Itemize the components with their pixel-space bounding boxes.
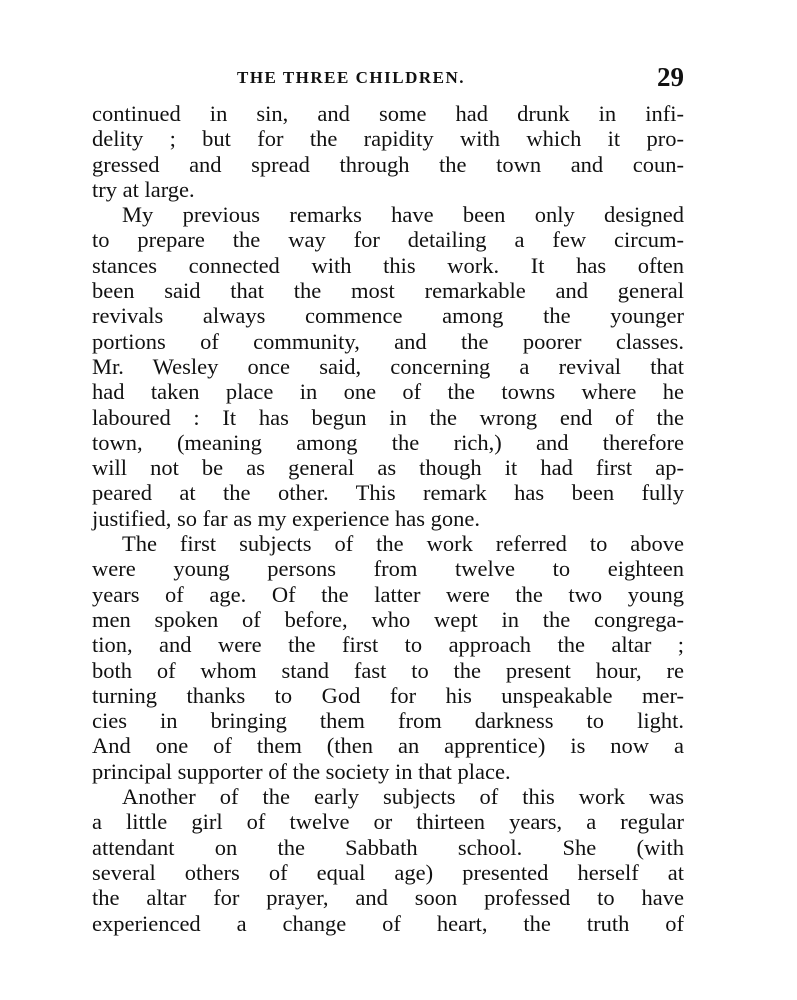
text-line: try at large. (92, 176, 195, 202)
text-line: stances connected with this work. It has often (92, 252, 684, 278)
text-line: the altar for prayer, and soon professed to have (92, 885, 684, 911)
text-line: The first subjects of the work referred to above (122, 531, 684, 557)
text-line: portions of community, and the poorer classes. (92, 328, 684, 354)
text-line: cies in bringing them from darkness to light. (92, 708, 684, 734)
text-line: delity ; but for the rapidity with which it pro- (92, 126, 684, 152)
text-line: Mr. Wesley once said, concerning a revival that (92, 353, 684, 379)
text-line: tion, and were the first to approach the altar ; (92, 632, 684, 658)
text-line: peared at the other. This remark has been fully (92, 480, 684, 506)
text-line: experienced a change of heart, the truth of (92, 910, 684, 936)
text-line: laboured : It has begun in the wrong end of the (92, 404, 684, 430)
text-line: several others of equal age) presented herself at (92, 859, 684, 885)
text-line: justified, so far as my experience has gone. (92, 505, 480, 531)
text-line: And one of them (then an apprentice) is now a (92, 733, 684, 759)
text-line: turning thanks to God for his unspeakable mer- (92, 682, 684, 708)
text-line: to prepare the way for detailing a few circum- (92, 227, 684, 253)
text-line: revivals always commence among the younger (92, 303, 684, 329)
text-line: continued in sin, and some had drunk in infi- (92, 101, 684, 126)
body-text (92, 101, 684, 936)
text-line: years of age. Of the latter were the two young (92, 581, 684, 607)
text-line: both of whom stand fast to the present hour, re (92, 657, 684, 683)
text-line: will not be as general as though it had first ap- (92, 455, 684, 481)
page-number: 29 (657, 62, 684, 92)
text-line: a little girl of twelve or thirteen years, a regular (92, 809, 684, 835)
text-line: gressed and spread through the town and coun- (92, 151, 684, 177)
text-line: been said that the most remarkable and general (92, 278, 684, 304)
text-line: had taken place in one of the towns where he (92, 379, 684, 405)
text-line: attendant on the Sabbath school. She (with (92, 834, 684, 860)
text-line: men spoken of before, who wept in the congrega- (92, 606, 684, 632)
running-head-title: THE THREE CHILDREN. (237, 68, 465, 87)
text-line: principal supporter of the society in that place. (92, 758, 511, 784)
running-head (92, 62, 684, 96)
text-line: Another of the early subjects of this work was (122, 784, 684, 810)
text-line: town, (meaning among the rich,) and therefore (92, 429, 684, 455)
text-line: were young persons from twelve to eighteen (92, 556, 684, 582)
text-line: My previous remarks have been only designed (122, 202, 684, 228)
